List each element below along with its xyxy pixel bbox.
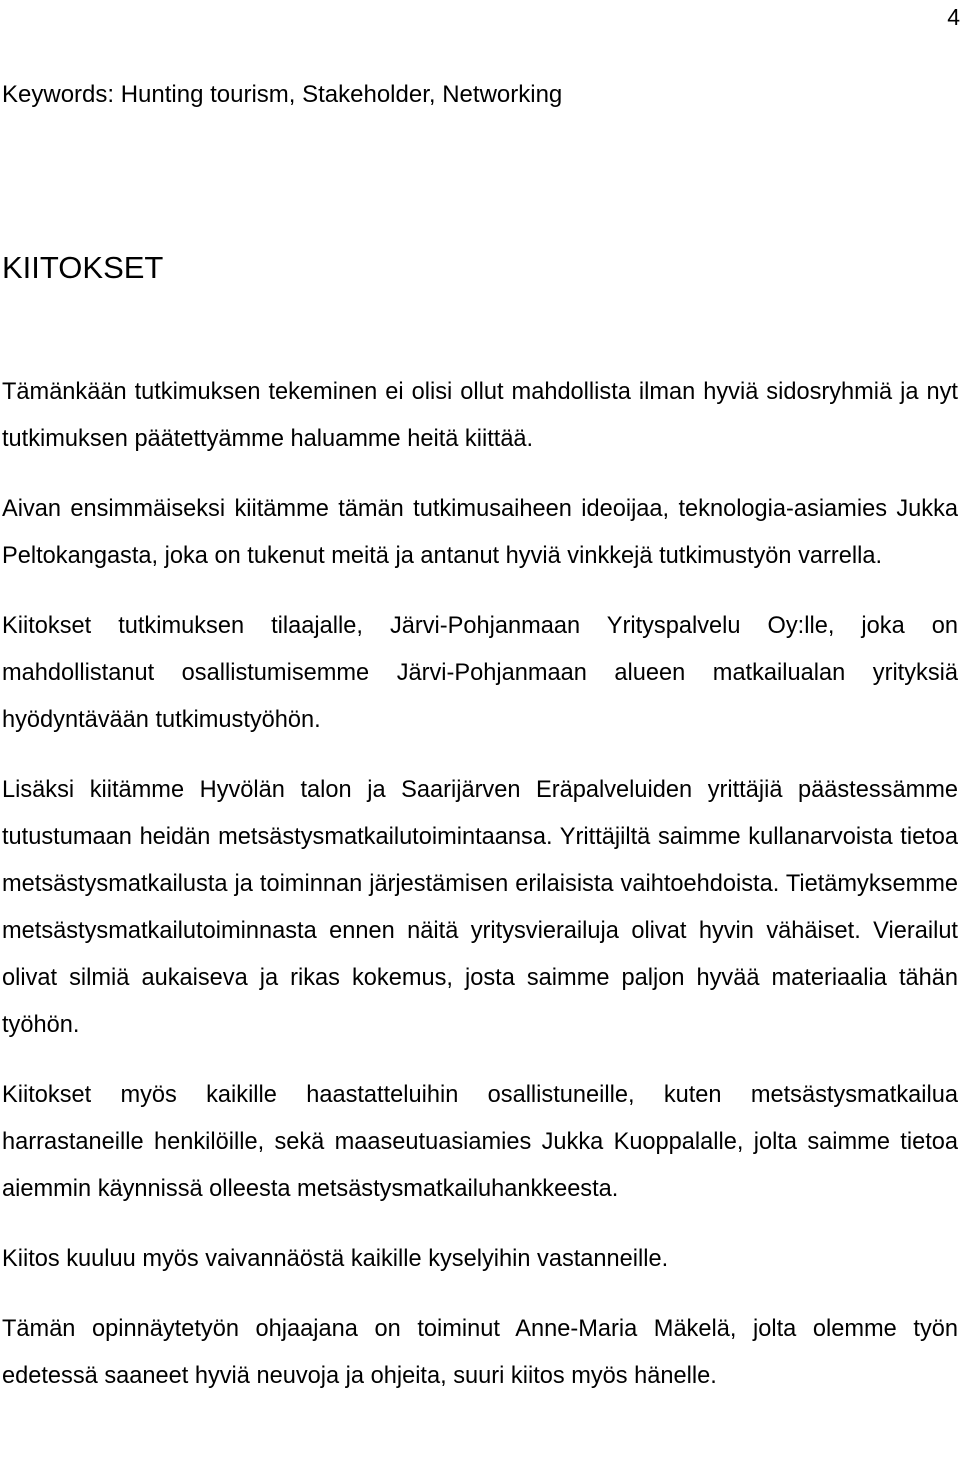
body-text — [2, 369, 958, 1423]
paragraph: Kiitos kuuluu myös vaivannäöstä kaikille kyselyihin vastanneille. — [2, 1246, 669, 1272]
paragraph: Lisäksi kiitämme Hyvölän talon ja Saarijärven Eräpalveluiden yrittäjiä päästessämme tutustumaan heidän metsästysmatkailutoimintaansa. Yrittäjiltä saimme kullanarvoista tietoa metsästysmatkailusta ja toiminnan järjestämisen erilaisista vaihtoehdoista. Tietämyksemme metsästysmatkailutoiminnasta ennen näitä yritysvierailuja olivat hyvin vähäiset. Vierailut olivat silmiä aukaiseva ja rikas kokemus, josta saimme paljon hyvää materiaalia tähän työhön. — [2, 777, 958, 1038]
paragraph: Aivan ensimmäiseksi kiitämme tämän tutkimusaiheen ideoijaa, teknologia-asiamies Jukka Peltokangasta, joka on tukenut meitä ja antanut hyviä vinkkejä tutkimustyön varrella. — [2, 496, 958, 569]
paragraph: Tämänkään tutkimuksen tekeminen ei olisi ollut mahdollista ilman hyviä sidosryhmiä ja nyt tutkimuksen päätettyämme haluamme heitä kiittää. — [2, 379, 958, 452]
paragraph: Kiitokset myös kaikille haastatteluihin osallistuneille, kuten metsästysmatkailua harrastaneille henkilöille, sekä maaseutuasiamies Jukka Kuoppalalle, jolta saimme tietoa aiemmin käynnissä olleesta metsästysmatkailuhankkeesta. — [2, 1082, 958, 1202]
page-number: 4 — [947, 4, 960, 30]
section-heading: KIITOKSET — [2, 250, 164, 285]
paragraph: Kiitokset tutkimuksen tilaajalle, Järvi-Pohjanmaan Yrityspalvelu Oy:lle, joka on mahdollistanut osallistumisemme Järvi-Pohjanmaan alueen matkailualan yrityksiä hyödyntävään tutkimustyöhön. — [2, 613, 958, 733]
paragraph: Tämän opinnäytetyön ohjaajana on toiminut Anne-Maria Mäkelä, jolta olemme työn edetessä saaneet hyviä neuvoja ja ohjeita, suuri kiitos myös hänelle. — [2, 1316, 958, 1389]
keywords-line: Keywords: Hunting tourism, Stakeholder, Networking — [2, 81, 563, 108]
